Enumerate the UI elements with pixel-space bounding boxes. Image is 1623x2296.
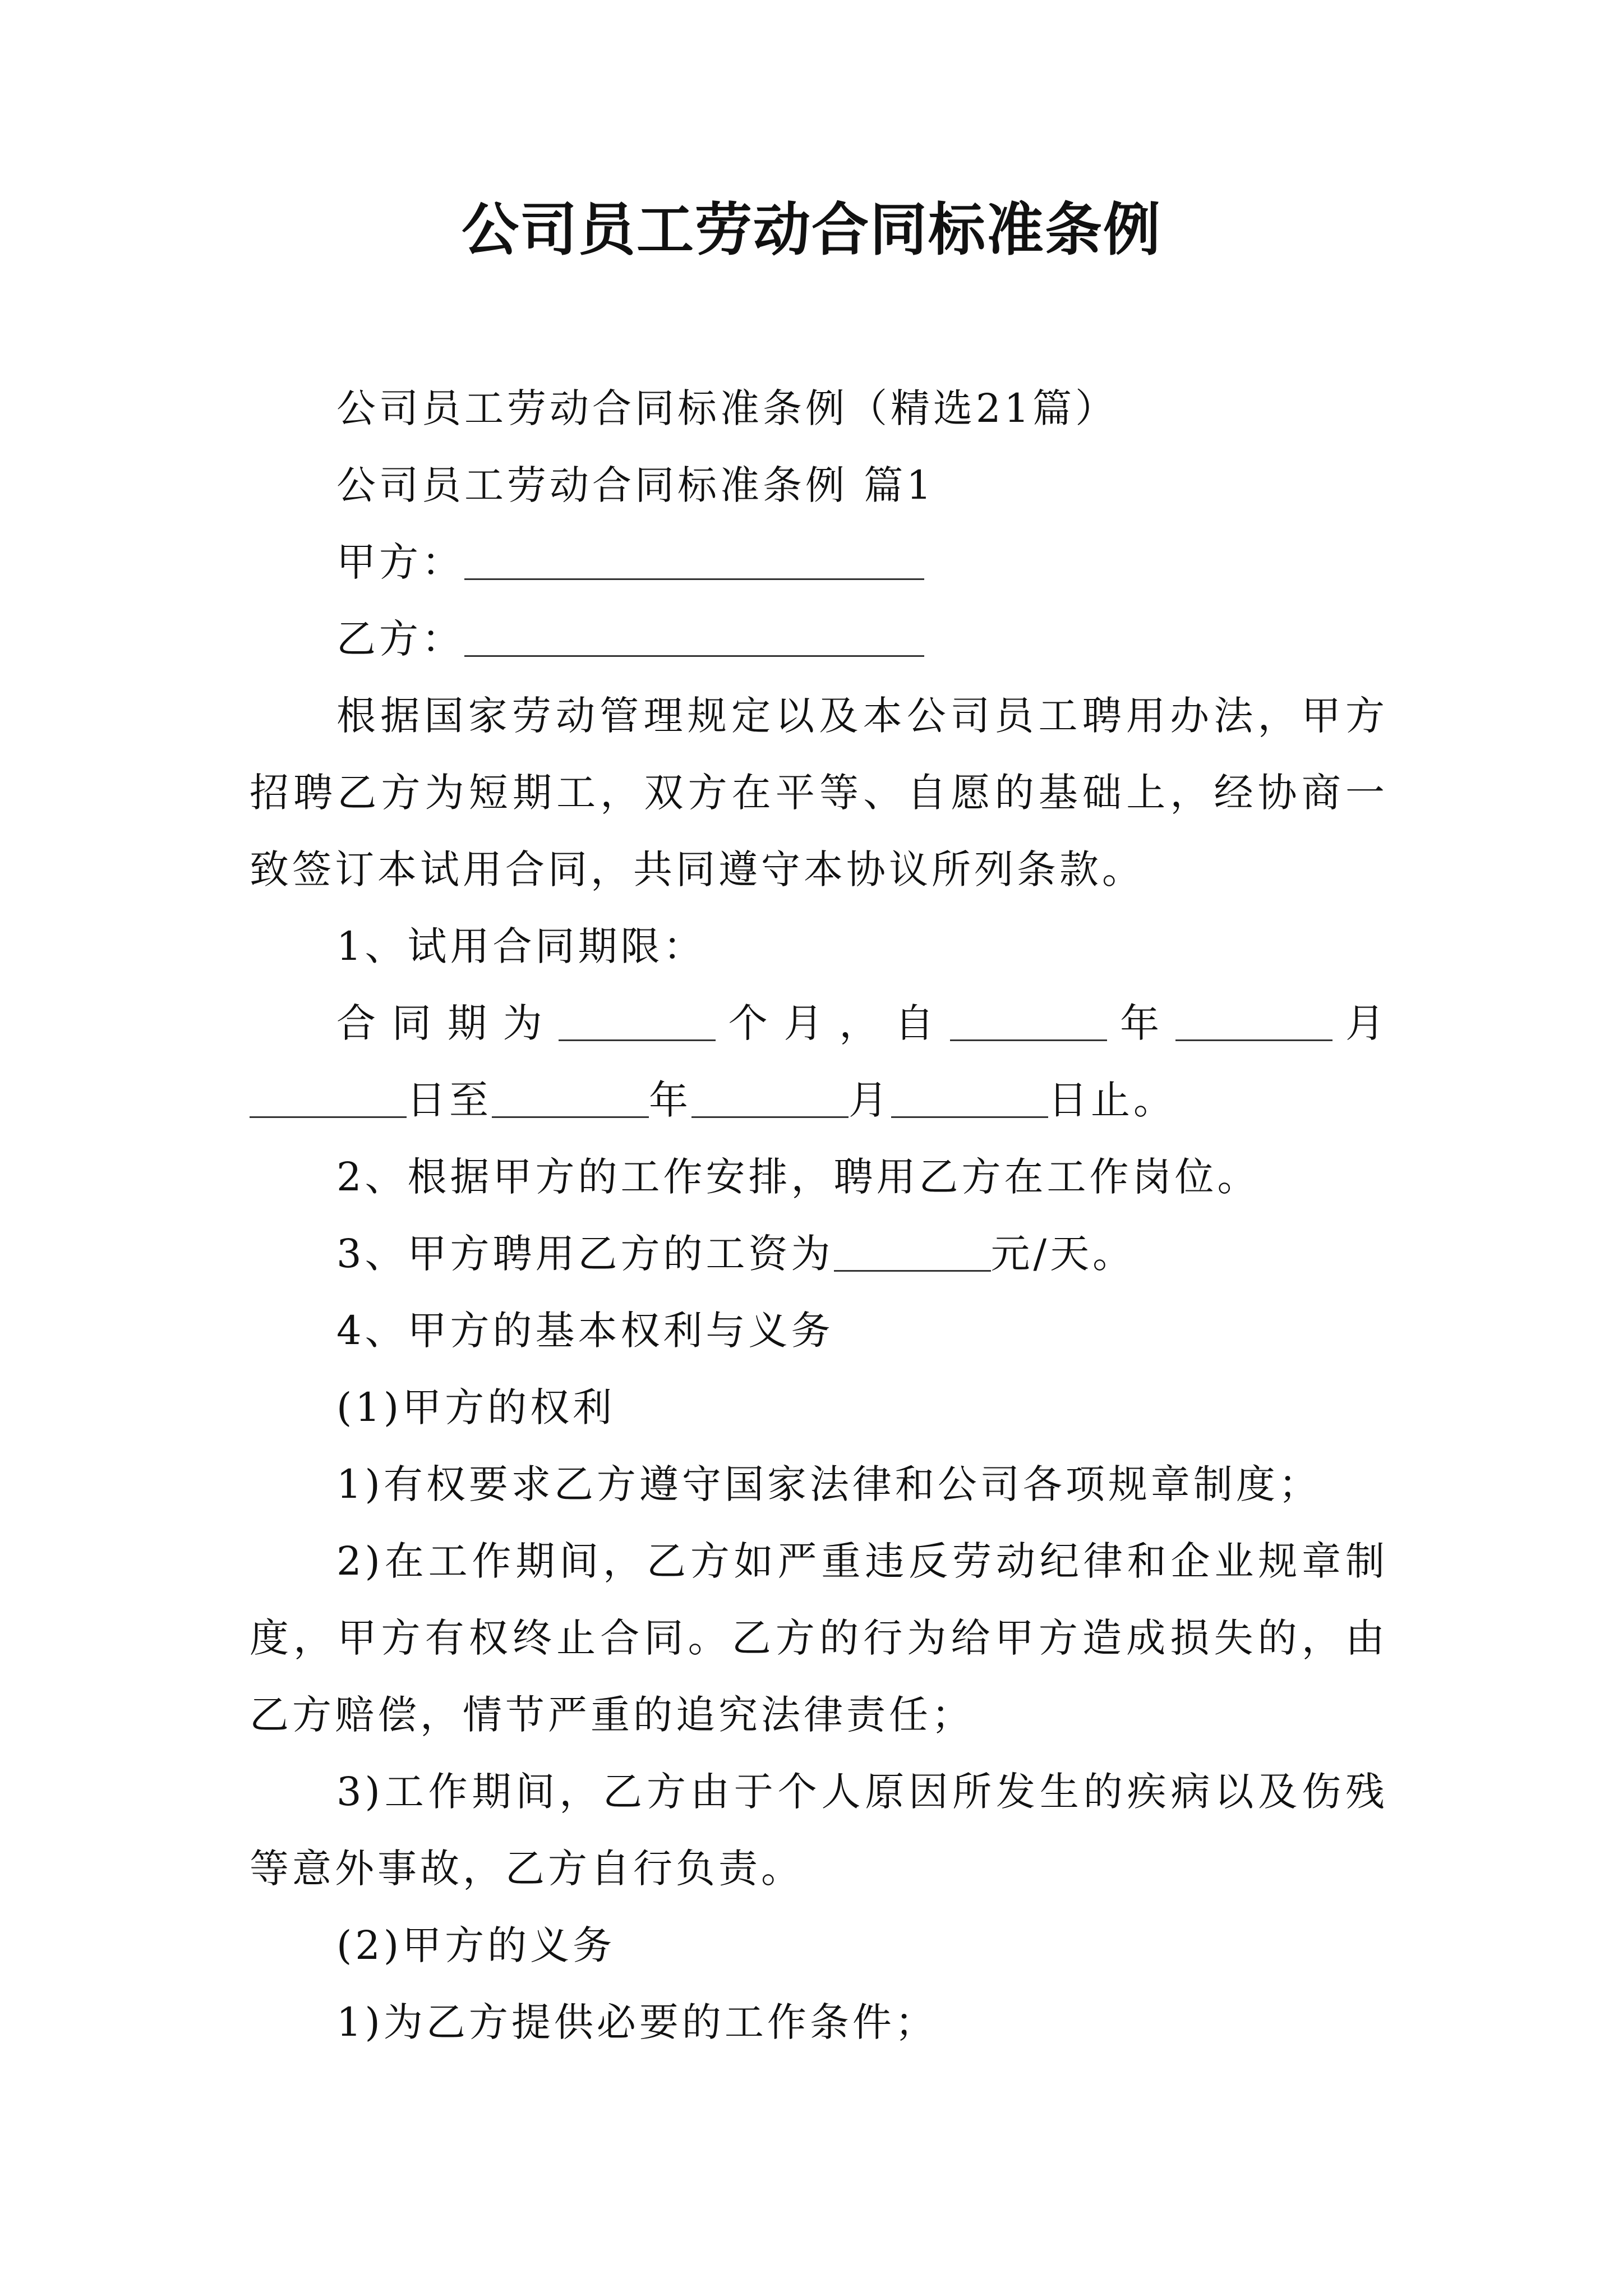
period-text: 月 — [1332, 1000, 1389, 1046]
document-body — [250, 370, 1388, 2061]
collection-heading: 公司员工劳动合同标准条例（精选21篇） — [336, 385, 1118, 431]
end-day-blank — [891, 1079, 1048, 1119]
end-month-blank — [691, 1079, 849, 1119]
period-text: 月 — [849, 1077, 891, 1123]
party-b-line — [250, 601, 1388, 678]
party-a-rights-heading: (1)甲方的权利 — [336, 1384, 616, 1430]
preamble-paragraph: 根据国家劳动管理规定以及本公司员工聘用办法，甲方招聘乙方为短期工，双方在平等、自愿的基础上，经协商一致签订本试用合同，共同遵守本协议所列条款。 — [250, 693, 1388, 892]
party-b-blank — [464, 618, 924, 657]
clause-3-paragraph — [250, 1216, 1388, 1292]
contract-period-paragraph — [250, 985, 1388, 1139]
period-text: 日至 — [407, 1077, 492, 1123]
period-text: 年 — [649, 1077, 691, 1123]
period-text: 日止。 — [1048, 1077, 1176, 1123]
clause-1-heading: 1、试用合同期限： — [336, 923, 706, 969]
start-year-blank — [950, 1002, 1107, 1042]
duties-item-1: 1)为乙方提供必要的工作条件； — [336, 1999, 938, 2045]
end-year-blank — [492, 1079, 649, 1119]
rights-item-2: 2)在工作期间，乙方如严重违反劳动纪律和企业规章制度，甲方有权终止合同。乙方的行为给甲方造成损失的，由乙方赔偿，情节严重的追究法律责任； — [250, 1538, 1388, 1738]
party-a-duties-heading: (2)甲方的义务 — [336, 1922, 616, 1968]
start-month-blank — [1175, 1002, 1332, 1042]
clause-4-heading: 4、甲方的基本权利与义务 — [336, 1308, 834, 1354]
wage-text: 元/天。 — [990, 1231, 1136, 1277]
months-blank — [559, 1002, 716, 1042]
party-a-blank — [464, 541, 924, 581]
section-heading: 公司员工劳动合同标准条例 篇1 — [336, 462, 935, 508]
party-b-label: 乙方： — [336, 616, 464, 662]
rights-item-3: 3)工作期间，乙方由于个人原因所发生的疾病以及伤残等意外事故，乙方自行负责。 — [250, 1769, 1388, 1892]
start-day-blank — [250, 1079, 407, 1119]
rights-item-1: 1)有权要求乙方遵守国家法律和公司各项规章制度； — [336, 1461, 1321, 1507]
party-a-line — [250, 524, 1388, 601]
party-a-label: 甲方： — [336, 539, 464, 585]
document-title: 公司员工劳动合同标准条例 — [462, 196, 1161, 264]
period-text: 个月，自 — [715, 1000, 951, 1046]
clause-2-paragraph: 2、根据甲方的工作安排，聘用乙方在工作岗位。 — [336, 1154, 1260, 1200]
period-text: 合同期为 — [336, 1000, 559, 1046]
wage-text: 3、甲方聘用乙方的工资为 — [336, 1231, 834, 1277]
period-text: 年 — [1107, 1000, 1176, 1046]
wage-blank — [834, 1233, 991, 1272]
